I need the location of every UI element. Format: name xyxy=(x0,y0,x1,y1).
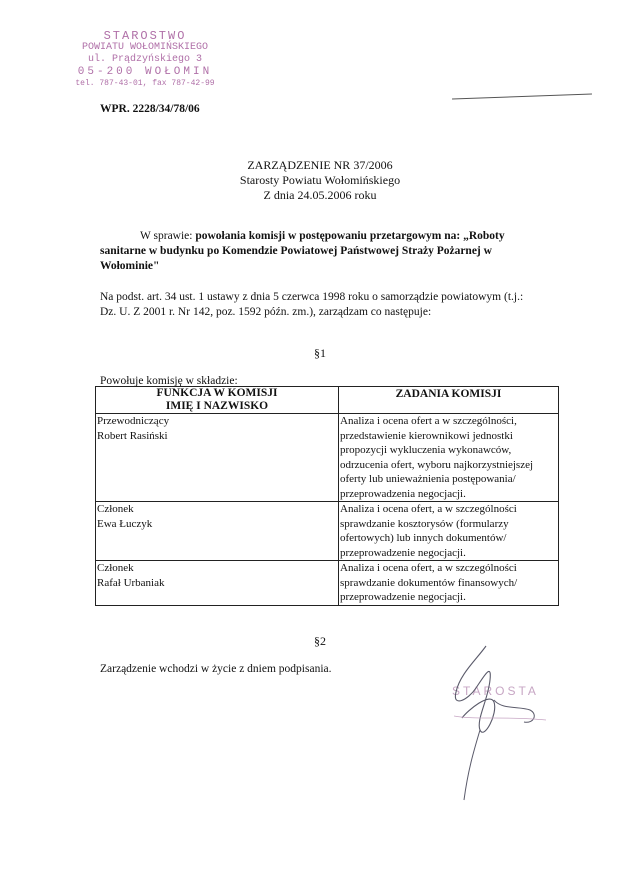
committee-intro: Powołuje komisję w składzie: xyxy=(100,375,238,387)
member-role: Członek xyxy=(97,562,134,574)
task-line: Analiza i ocena ofert, a w szczególności xyxy=(340,503,517,515)
task-line: przeprowadzenia negocjacji. xyxy=(340,487,466,500)
member-role: Przewodniczący xyxy=(97,415,170,427)
office-stamp xyxy=(60,30,230,90)
member-cell xyxy=(96,414,339,502)
subject-prefix: W sprawie: xyxy=(140,230,196,242)
tasks-cell xyxy=(339,561,559,606)
section-2-heading: §2 xyxy=(314,634,326,648)
section-1-heading: §1 xyxy=(314,346,326,360)
issue-date: Z dnia 24.05.2006 roku xyxy=(263,188,377,202)
task-line: propozycji wykluczenia wykonawców, xyxy=(340,444,512,456)
subject-line-3: Wołominie" xyxy=(100,260,160,272)
document-title: ZARZĄDZENIE NR 37/2006 xyxy=(247,158,393,172)
header-name: IMIĘ I NAZWISKO xyxy=(165,400,269,412)
member-name: Rafał Urbaniak xyxy=(97,576,165,589)
stamp-line-4: 05-200 WOŁOMIN xyxy=(77,66,213,78)
member-role: Członek xyxy=(97,503,134,515)
handwritten-signature xyxy=(446,640,556,810)
task-line: sprawdzanie dokumentów finansowych/ xyxy=(340,576,518,589)
table-row xyxy=(96,561,559,606)
table-row xyxy=(96,502,559,561)
committee-table xyxy=(95,386,559,606)
subject-text-1: powołania komisji w postępowaniu przetargowym na: „Roboty xyxy=(195,230,505,242)
signature-line xyxy=(452,94,592,100)
task-line: sprawdzanie kosztorysów (formularzy xyxy=(340,517,509,530)
issuer: Starosty Powiatu Wołomińskiego xyxy=(239,173,401,187)
tasks-cell xyxy=(339,502,559,561)
closing-statement: Zarządzenie wchodzi w życie z dniem podpisania. xyxy=(100,663,332,675)
tasks-cell xyxy=(339,414,559,502)
header-function-name xyxy=(96,387,339,414)
subject-line-1 xyxy=(140,229,505,244)
stamp-line-1: STAROSTWO xyxy=(103,29,187,43)
task-line: Analiza i ocena ofert a w szczególności, xyxy=(340,415,517,427)
subject-line-2: sanitarne w budynku po Komendzie Powiatowej Państwowej Straży Pożarnej w xyxy=(100,245,492,257)
member-name: Robert Rasiński xyxy=(97,429,168,442)
task-line: Analiza i ocena ofert, a w szczególności xyxy=(340,562,517,574)
member-name: Ewa Łuczyk xyxy=(97,517,153,530)
task-line: ofertowych) lub innych dokumentów/ xyxy=(340,532,507,544)
task-line: przeprowadzenie negocjacji. xyxy=(340,546,466,559)
header-function: FUNKCJA W KOMISJI xyxy=(156,387,278,399)
member-cell xyxy=(96,561,339,606)
stamp-line-5: tel. 787-43-01, fax 787-42-99 xyxy=(75,79,215,88)
starosta-stamp: STAROSTA xyxy=(452,684,539,698)
stamp-line-2: POWIATU WOŁOMIŃSKIEGO xyxy=(81,42,209,53)
member-cell xyxy=(96,502,339,561)
reference-number: WPR. 2228/34/78/06 xyxy=(100,103,200,115)
task-line: przedstawienie kierownikowi jednostki xyxy=(340,429,513,442)
stamp-line-3: ul. Prądzyńskiego 3 xyxy=(87,54,203,65)
task-line: odrzucenia ofert, wyboru najkorzystniejszej xyxy=(340,458,534,471)
legal-basis-line-1: Na podst. art. 34 ust. 1 ustawy z dnia 5 czerwca 1998 roku o samorządzie powiatowym (t.j.: xyxy=(100,291,524,303)
header-tasks: ZADANIA KOMISJI xyxy=(339,387,559,414)
task-line: oferty lub unieważnienia postępowania/ xyxy=(340,473,516,485)
task-line: przeprowadzenie negocjacji. xyxy=(340,591,466,603)
table-header-row xyxy=(96,387,559,414)
legal-basis-line-2: Dz. U. Z 2001 r. Nr 142, poz. 1592 późn. zm.), zarządzam co następuje: xyxy=(100,306,432,318)
table-row xyxy=(96,414,559,502)
